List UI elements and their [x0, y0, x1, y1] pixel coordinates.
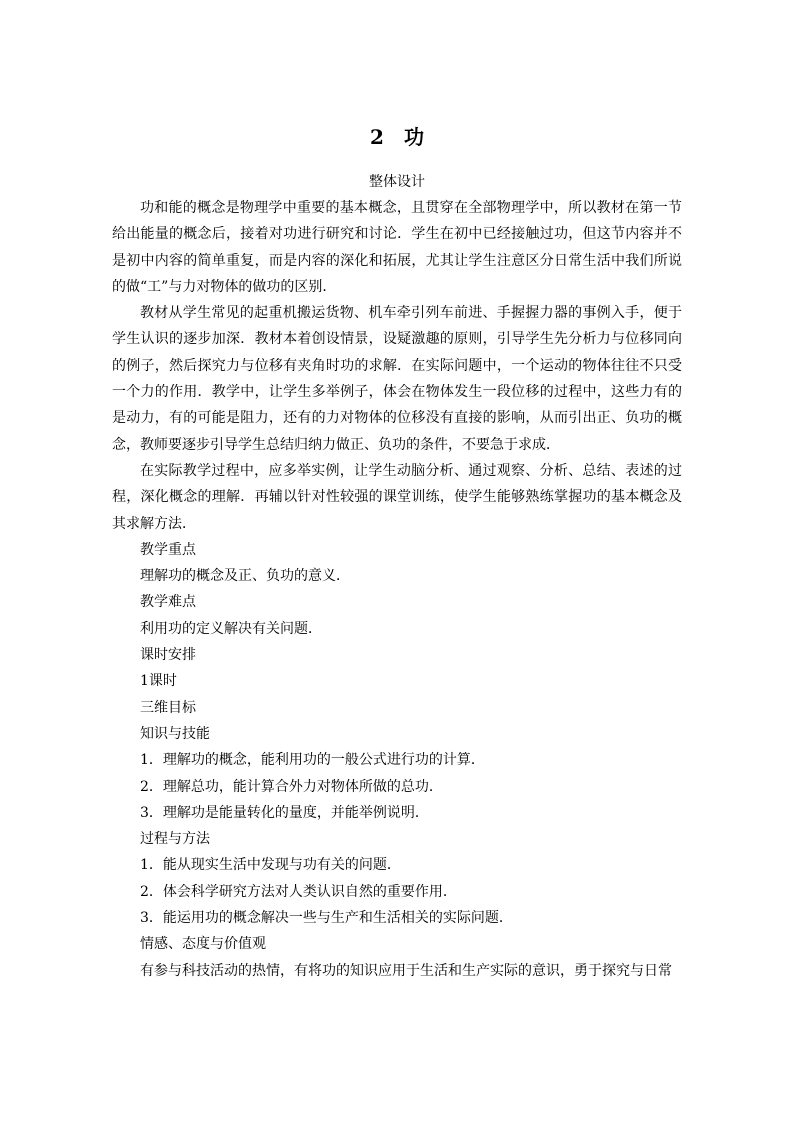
section-subtitle: 整体设计 [369, 174, 425, 190]
section-title [112, 120, 682, 154]
text-line: 有参与科技活动的热情，有将功的知识应用于生活和生产实际的意识，勇于探究与日常 [140, 962, 672, 979]
list-item: 1．能从现实生活中发现与功有关的问题． [140, 857, 401, 874]
paragraph: 在实际教学过程中，应多举实例，让学生动脑分析、通过观察、分析、总结、表述的过程，深化概念的理解．再辅以针对性较强的课堂训练，使学生能够熟练掌握功的基本概念及其求解方法． [112, 462, 682, 532]
heading-knowledge-skills: 知识与技能 [140, 725, 210, 742]
list-item: 2．理解总功，能计算合外力对物体所做的总功． [140, 778, 443, 795]
text-line: 1课时 [140, 673, 177, 690]
paragraph: 功和能的概念是物理学中重要的基本概念，且贯穿在全部物理学中，所以教材在第一节给出能量的概念后，接着对功进行研究和讨论．学生在初中已经接触过功，但这节内容并不是初中内容的简单重复，而是内容的深化和拓展，尤其让学生注意区分日常生活中我们所说的做“工”与力对物体的做功的区别． [112, 200, 682, 295]
list-item: 3．理解功是能量转化的量度，并能举例说明． [140, 804, 429, 821]
heading-teaching-focus: 教学重点 [140, 541, 196, 558]
list-item: 2．体会科学研究方法对人类认识自然的重要作用． [140, 883, 457, 900]
text-line: 利用功的定义解决有关问题． [140, 620, 322, 637]
list-item: 3．能运用功的概念解决一些与生产和生活相关的实际问题． [140, 910, 513, 927]
section-title-text: 功 [403, 125, 424, 149]
list-item: 1．理解功的概念，能利用功的一般公式进行功的计算． [140, 752, 485, 769]
section-number: 2 [370, 125, 384, 149]
heading-teaching-difficulty: 教学难点 [140, 594, 196, 611]
text-line: 理解功的概念及正、负功的意义． [140, 568, 350, 585]
heading-objectives: 三维目标 [140, 699, 196, 716]
heading-attitude-values: 情感、态度与价值观 [140, 936, 266, 953]
paragraph: 教材从学生常见的起重机搬运货物、机车牵引列车前进、手握握力器的事例入手，便于学生认识的逐步加深．教材本着创设情景，设疑激趣的原则，引导学生先分析力与位移同向的例子，然后探究力与位移有夹角时功的求解．在实际问题中，一个运动的物体往往不只受一个力的作用．教学中，让学生多举例子，体会在物体发生一段位移的过程中，这些力有的是动力，有的可能是阻力，还有的力对物体的位移没有直接的影响，从而引出正、负功的概念，教师要逐步引导学生总结归纳力做正、负功的条件，不要急于求成． [112, 305, 682, 453]
heading-process-method: 过程与方法 [140, 831, 210, 848]
document-body [112, 195, 682, 984]
heading-schedule: 课时安排 [140, 647, 196, 664]
